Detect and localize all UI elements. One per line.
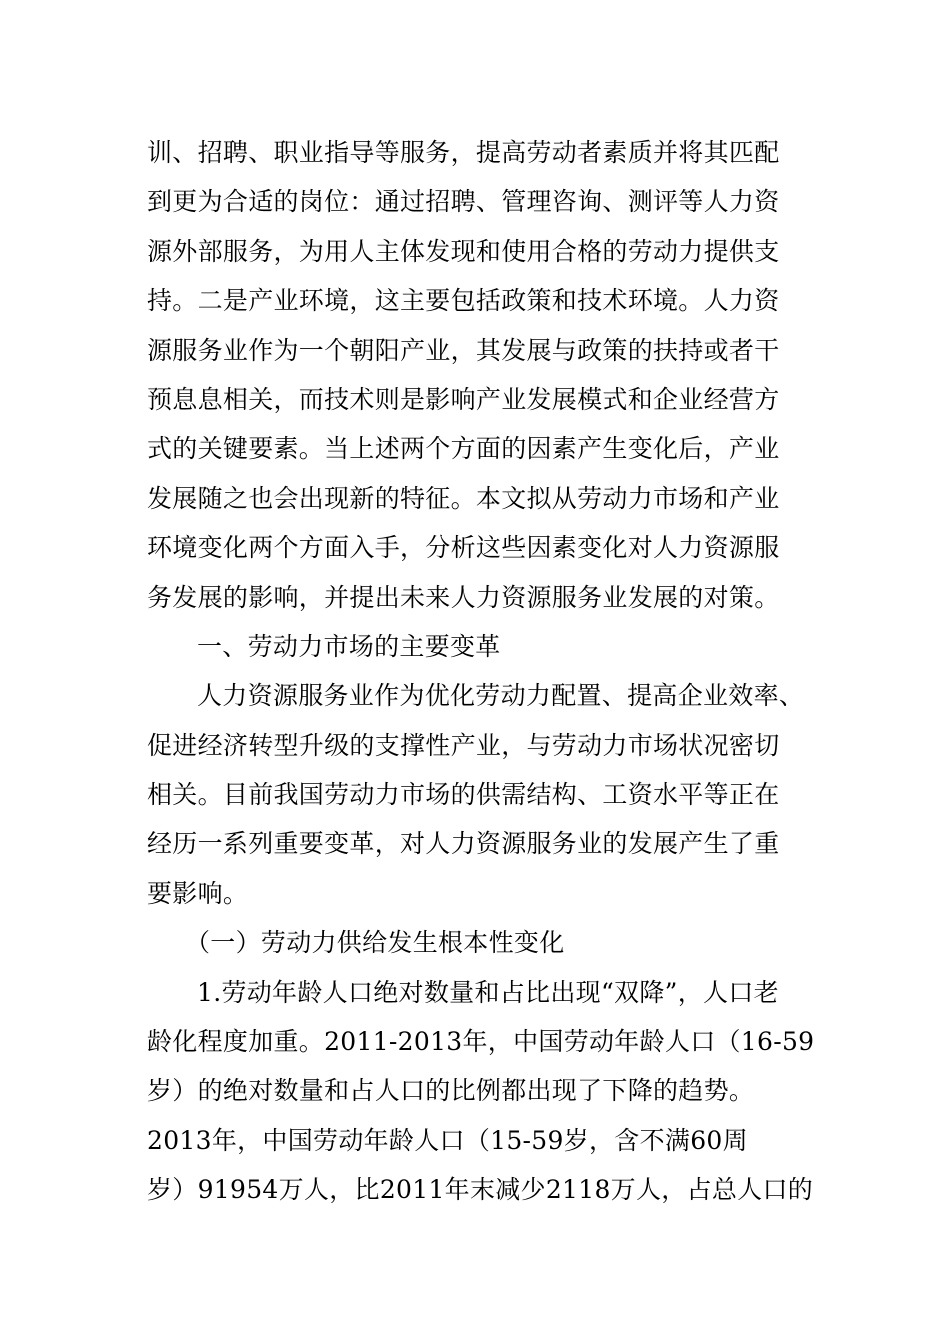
section-heading: 一、劳动力市场的主要变革	[197, 631, 501, 661]
text-line: 务发展的影响，并提出未来人力资源服务业发展的对策。	[147, 582, 780, 612]
document-body	[147, 128, 815, 1215]
text-line: 2013年，中国劳动年龄人口（15-59岁，含不满60周	[147, 1125, 748, 1155]
text-line: 相关。目前我国劳动力市场的供需结构、工资水平等正在	[147, 780, 780, 810]
text-line: 岁）的绝对数量和占人口的比例都出现了下降的趋势。	[147, 1076, 755, 1106]
text-line: 促进经济转型升级的支撑性产业，与劳动力市场状况密切	[147, 730, 780, 760]
text-line: 式的关键要素。当上述两个方面的因素产生变化后，产业	[147, 434, 780, 464]
text-line: 预息息相关，而技术则是影响产业发展模式和企业经营方	[147, 384, 780, 414]
text-line: 源外部服务，为用人主体发现和使用合格的劳动力提供支	[147, 236, 780, 266]
text-line: 到更为合适的岗位：通过招聘、管理咨询、测评等人力资	[147, 187, 780, 217]
text-line: 龄化程度加重。2011-2013年，中国劳动年龄人口（16-59	[147, 1027, 815, 1057]
text-line: 岁）91954万人，比2011年末减少2118万人，占总人口的	[147, 1175, 814, 1205]
subsection-heading: （一）劳动力供给发生根本性变化	[185, 928, 565, 958]
text-line: 要影响。	[147, 878, 249, 908]
text-line: 1.劳动年龄人口绝对数量和占比出现“双降”，人口老	[197, 977, 779, 1007]
text-line: 发展随之也会出现新的特征。本文拟从劳动力市场和产业	[147, 483, 780, 513]
text-line: 源服务业作为一个朝阳产业，其发展与政策的扶持或者干	[147, 335, 780, 365]
text-line: 持。二是产业环境，这主要包括政策和技术环境。人力资	[147, 286, 780, 316]
text-line: 人力资源服务业作为优化劳动力配置、提高企业效率、	[197, 681, 805, 711]
text-line: 经历一系列重要变革，对人力资源服务业的发展产生了重	[147, 829, 780, 859]
text-line: 环境变化两个方面入手，分析这些因素变化对人力资源服	[147, 533, 780, 563]
text-line: 训、招聘、职业指导等服务，提高劳动者素质并将其匹配	[147, 138, 780, 167]
